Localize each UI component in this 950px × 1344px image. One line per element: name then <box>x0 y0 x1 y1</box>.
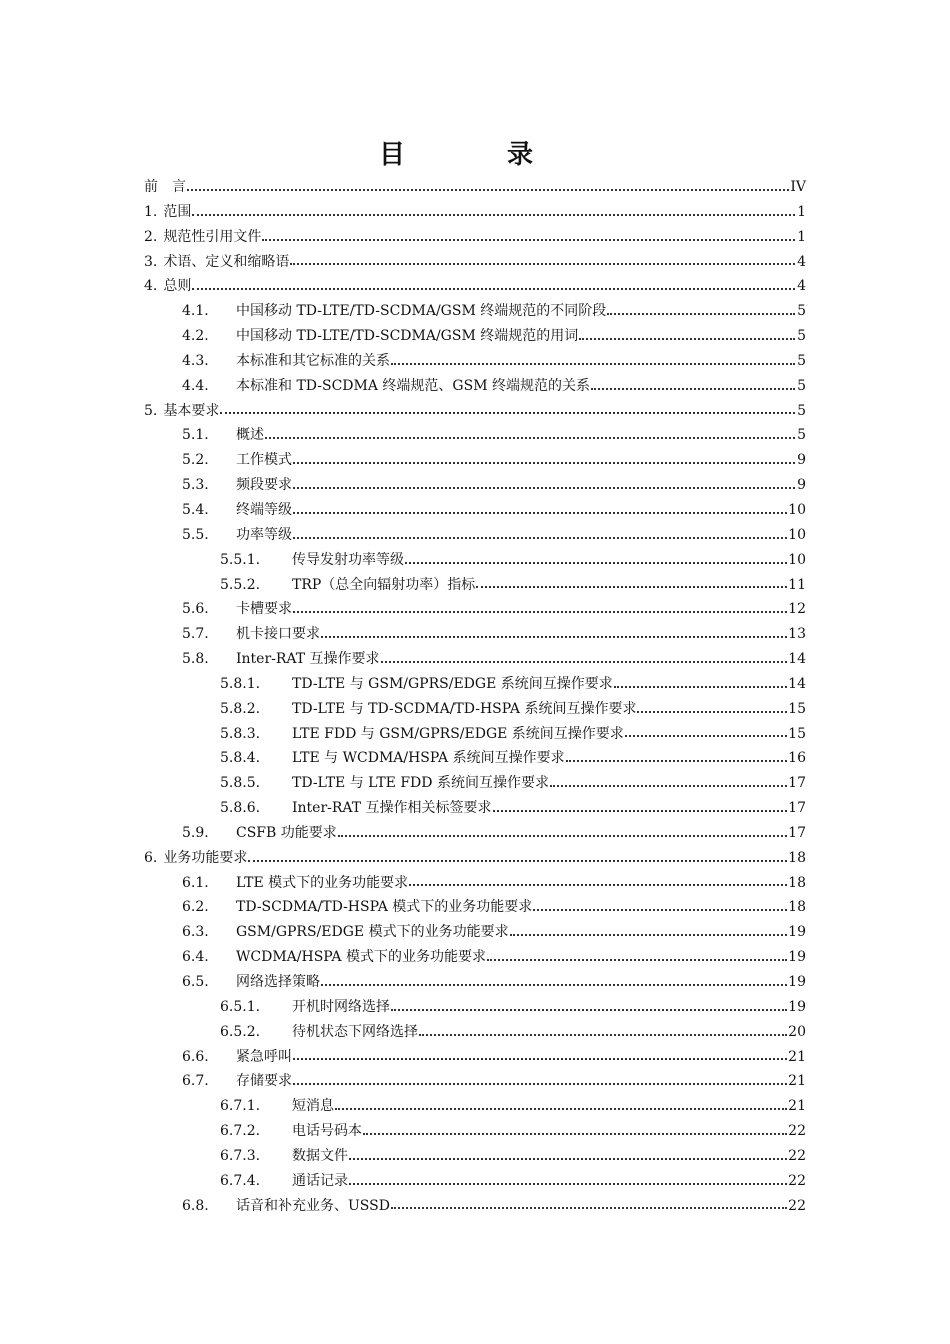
toc-entry-number: 4.3. <box>182 352 209 369</box>
toc-entry-number: 6.7. <box>182 1073 209 1090</box>
toc-entry-number: 4.4. <box>182 377 209 394</box>
toc-entry[interactable] <box>144 176 806 201</box>
toc-entry-page-number: 18 <box>788 899 806 916</box>
toc-entry[interactable] <box>144 350 806 375</box>
toc-entry-number: 1. <box>144 203 158 220</box>
toc-entry[interactable] <box>144 747 806 772</box>
toc-entry-number: 6.4. <box>182 949 209 966</box>
dot-leader <box>566 759 788 762</box>
toc-entry-page-number: 21 <box>788 1048 806 1065</box>
toc-entry[interactable] <box>144 1170 806 1195</box>
dot-leader <box>192 213 795 216</box>
toc-entry-label: 频段要求 <box>236 477 292 494</box>
dot-leader <box>579 337 795 340</box>
toc-entry-page-number: 9 <box>797 452 806 469</box>
toc-entry-number: 6.7.3. <box>220 1147 261 1164</box>
dot-leader <box>321 635 787 638</box>
toc-entry-number: 6.6. <box>182 1048 209 1065</box>
dot-leader <box>293 536 787 539</box>
toc-entry-label: 中国移动 TD-LTE/TD-SCDMA/GSM 终端规范的不同阶段 <box>236 303 607 320</box>
toc-entry-number: 6.7.4. <box>220 1172 261 1189</box>
toc-entry-page-number: 10 <box>788 551 806 568</box>
toc-entry-page-number: 18 <box>788 874 806 891</box>
toc-entry[interactable] <box>144 623 806 648</box>
toc-entry-number: 5.8.3. <box>220 725 261 742</box>
toc-entry-label: 开机时网络选择 <box>292 998 390 1015</box>
toc-entry-label: 短消息 <box>292 1098 334 1115</box>
toc-entry-number: 5.5. <box>182 526 209 543</box>
dot-leader <box>533 908 787 911</box>
toc-entry-page-number: 16 <box>788 750 806 767</box>
toc-entry-label: TD-LTE 与 GSM/GPRS/EDGE 系统间互操作要求 <box>292 675 613 692</box>
toc-entry-page-number: 1 <box>797 228 806 245</box>
toc-entry[interactable] <box>144 1021 806 1046</box>
dot-leader <box>591 387 795 390</box>
toc-title: 目 录 <box>378 140 571 170</box>
toc-entry-label: CSFB 功能要求 <box>236 824 337 841</box>
toc-entry-number: 6.5.1. <box>220 998 261 1015</box>
toc-entry-label: 总则 <box>163 278 192 295</box>
toc-entry-page-number: 14 <box>788 675 806 692</box>
toc-entry[interactable] <box>144 574 806 599</box>
toc-entry-number: 2. <box>144 228 158 245</box>
toc-entry-number: 4.2. <box>182 328 209 345</box>
toc-entry-label: 本标准和其它标准的关系 <box>236 352 390 369</box>
toc-entry-page-number: 12 <box>788 601 806 618</box>
toc-entry[interactable] <box>144 1195 806 1220</box>
toc-entry-page-number: 17 <box>788 775 806 792</box>
toc-entry-label: 中国移动 TD-LTE/TD-SCDMA/GSM 终端规范的用词 <box>236 328 579 345</box>
toc-entry-label: WCDMA/HSPA 模式下的业务功能要求 <box>236 949 486 966</box>
toc-entry-page-number: 4 <box>797 253 806 270</box>
dot-leader <box>220 411 795 414</box>
toc-entry[interactable] <box>144 1046 806 1071</box>
toc-entry-page-number: 19 <box>788 998 806 1015</box>
toc-entry-number: 5.3. <box>182 477 209 494</box>
toc-entry-label: Inter-RAT 互操作相关标签要求 <box>292 800 492 817</box>
dot-leader <box>614 685 787 688</box>
toc-entry-number: 5.4. <box>182 501 209 518</box>
toc-entry-number: 6.8. <box>182 1197 209 1214</box>
dot-leader <box>409 883 787 886</box>
dot-leader <box>487 958 787 961</box>
toc-entry-page-number: 21 <box>788 1073 806 1090</box>
toc-entry-page-number: 9 <box>797 477 806 494</box>
toc-entry-label: 概述 <box>236 427 264 444</box>
toc-entry-number: 5.6. <box>182 601 209 618</box>
toc-entry[interactable] <box>144 424 806 449</box>
toc-entry-page-number: IV <box>790 179 806 195</box>
dot-leader <box>265 436 795 439</box>
toc-entry[interactable] <box>144 1120 806 1145</box>
toc-entry-label: TD-SCDMA/TD-HSPA 模式下的业务功能要求 <box>236 899 533 916</box>
toc-entry-number: 4.1. <box>182 303 209 320</box>
toc-entry-label: 网络选择策略 <box>236 974 320 990</box>
toc-entry-label: 电话号码本 <box>292 1123 362 1140</box>
toc-entry-number: 5.5.1. <box>220 551 261 568</box>
toc-entry[interactable] <box>144 971 806 996</box>
toc-entry-page-number: 11 <box>788 576 806 593</box>
toc-entry-page-number: 22 <box>788 1197 806 1214</box>
toc-entry[interactable] <box>144 201 806 226</box>
toc-entry-page-number: 15 <box>788 700 806 717</box>
toc-entry-label: 终端等级 <box>236 501 292 518</box>
dot-leader <box>335 1107 787 1110</box>
dot-leader <box>293 511 787 514</box>
dot-leader <box>637 710 787 713</box>
toc-entry-label: 通话记录 <box>292 1172 348 1189</box>
toc-entry[interactable] <box>144 375 806 400</box>
toc-entry[interactable] <box>144 896 806 921</box>
toc-entry[interactable] <box>144 325 806 350</box>
toc-entry-number: 5. <box>144 402 158 419</box>
toc-entry-page-number: 22 <box>788 1172 806 1189</box>
toc-entry-number: 5.7. <box>182 626 209 643</box>
toc-entry-page-number: 19 <box>788 924 806 941</box>
toc-entry[interactable] <box>144 946 806 971</box>
toc-entry-number: 5.9. <box>182 824 209 841</box>
toc-entry-page-number: 5 <box>797 303 806 320</box>
toc-entry[interactable] <box>144 673 806 698</box>
toc-entry[interactable] <box>144 872 806 897</box>
toc-entry[interactable] <box>144 524 806 549</box>
toc-entry-page-number: 13 <box>788 626 806 643</box>
toc-entry[interactable] <box>144 847 806 872</box>
toc-entry-label: TD-LTE 与 TD-SCDMA/TD-HSPA 系统间互操作要求 <box>292 700 637 717</box>
dot-leader <box>607 312 795 315</box>
toc-entry[interactable] <box>144 1095 806 1120</box>
toc-entry-label: LTE 与 WCDMA/HSPA 系统间互操作要求 <box>292 750 565 767</box>
toc-entry-label: 规范性引用文件 <box>163 228 262 245</box>
toc-entry-label: 功率等级 <box>236 526 292 543</box>
toc-entry-page-number: 19 <box>788 974 806 990</box>
toc-entry-label: 业务功能要求 <box>163 849 248 866</box>
toc-entry[interactable] <box>144 921 806 946</box>
toc-entry-label: LTE FDD 与 GSM/GPRS/EDGE 系统间互操作要求 <box>292 725 624 742</box>
toc-entry-number: 6.5. <box>182 974 209 990</box>
toc-entry[interactable] <box>144 648 806 673</box>
toc-entry-page-number: 10 <box>788 501 806 518</box>
toc-entry-page-number: 5 <box>797 352 806 369</box>
toc-entry[interactable] <box>144 400 806 425</box>
toc-entry[interactable] <box>144 723 806 748</box>
toc-entry-label: 机卡接口要求 <box>236 626 320 643</box>
toc-entry-label: TD-LTE 与 LTE FDD 系统间互操作要求 <box>292 775 549 792</box>
toc-entry-label: TRP（总全向辐射功率）指标 <box>292 576 476 593</box>
toc-entry[interactable] <box>144 474 806 499</box>
dot-leader <box>293 1057 787 1060</box>
toc-entry-number: 6.7.1. <box>220 1098 261 1115</box>
toc-entry-page-number: 5 <box>797 377 806 394</box>
toc-entry-number: 5.8.4. <box>220 750 261 767</box>
toc-entry-page-number: 21 <box>788 1098 806 1115</box>
dot-leader <box>262 238 795 241</box>
toc-entry-label: Inter-RAT 互操作要求 <box>236 651 380 668</box>
toc-entry-label: 传导发射功率等级 <box>292 551 404 568</box>
toc-entry-label: LTE 模式下的业务功能要求 <box>236 874 409 891</box>
toc-entry-label: GSM/GPRS/EDGE 模式下的业务功能要求 <box>236 924 509 941</box>
toc-entry[interactable] <box>144 772 806 797</box>
toc-entry-label: 前 言 <box>144 179 186 195</box>
toc-entry-label: 紧急呼叫 <box>236 1048 292 1065</box>
toc-entry[interactable] <box>144 251 806 276</box>
toc-entry-number: 6. <box>144 849 158 866</box>
toc-entry-label: 待机状态下网络选择 <box>292 1023 418 1040</box>
toc-entry[interactable] <box>144 449 806 474</box>
toc-entry-page-number: 19 <box>788 949 806 966</box>
toc-entry-page-number: 15 <box>788 725 806 742</box>
dot-leader <box>419 1033 787 1036</box>
toc-entry-label: 工作模式 <box>236 452 292 469</box>
toc-entry-number: 6.3. <box>182 924 209 941</box>
dot-leader <box>290 262 795 265</box>
toc-entry-label: 范围 <box>163 203 192 220</box>
toc-entry-number: 5.8.2. <box>220 700 261 717</box>
dot-leader <box>349 1182 787 1185</box>
toc-entry[interactable] <box>144 300 806 325</box>
dot-leader <box>187 188 789 191</box>
toc-entry-page-number: 20 <box>788 1023 806 1040</box>
toc-entry-page-number: 1 <box>797 203 806 220</box>
toc-entry-page-number: 5 <box>797 402 806 419</box>
toc-entry-number: 5.2. <box>182 452 209 469</box>
dot-leader <box>493 809 788 812</box>
toc-entry-label: 术语、定义和缩略语 <box>163 253 290 270</box>
dot-leader <box>293 486 795 489</box>
toc-entry-number: 5.8.6. <box>220 800 261 817</box>
toc-entry-label: 基本要求 <box>163 402 220 419</box>
toc-entry-label: 卡槽要求 <box>236 601 292 618</box>
toc-entry-number: 4. <box>144 278 158 295</box>
dot-leader <box>293 1082 787 1085</box>
dot-leader <box>510 933 788 936</box>
toc-entry[interactable] <box>144 1145 806 1170</box>
toc-entry-number: 6.7.2. <box>220 1123 261 1140</box>
dot-leader <box>550 784 787 787</box>
toc-entry[interactable] <box>144 797 806 822</box>
toc-entry-number: 5.8.5. <box>220 775 261 792</box>
dot-leader <box>625 734 787 737</box>
dot-leader <box>405 561 787 564</box>
dot-leader <box>293 461 795 464</box>
toc-entry[interactable] <box>144 996 806 1021</box>
toc-entry-number: 5.8.1. <box>220 675 261 692</box>
dot-leader <box>248 859 787 862</box>
toc-entry[interactable] <box>144 226 806 251</box>
toc-entry[interactable] <box>144 598 806 623</box>
dot-leader <box>293 610 787 613</box>
toc-entry-page-number: 17 <box>788 800 806 817</box>
toc-entry-label: 话音和补充业务、USSD <box>236 1197 390 1214</box>
toc-entry-number: 5.8. <box>182 651 209 668</box>
toc-entry[interactable] <box>144 499 806 524</box>
toc-entry[interactable] <box>144 275 806 300</box>
table-of-contents <box>144 176 806 1219</box>
toc-entry-page-number: 14 <box>788 651 806 668</box>
dot-leader <box>391 1206 787 1209</box>
dot-leader <box>192 287 795 290</box>
toc-entry-page-number: 18 <box>788 849 806 866</box>
dot-leader <box>476 585 787 588</box>
toc-entry-number: 6.1. <box>182 874 209 891</box>
toc-entry-label: 本标准和 TD-SCDMA 终端规范、GSM 终端规范的关系 <box>236 377 590 394</box>
toc-entry-page-number: 5 <box>797 427 806 444</box>
dot-leader <box>381 660 788 663</box>
toc-entry[interactable] <box>144 1070 806 1095</box>
toc-entry-page-number: 22 <box>788 1123 806 1140</box>
toc-entry-number: 6.5.2. <box>220 1023 261 1040</box>
toc-entry-number: 5.1. <box>182 427 209 444</box>
toc-entry-label: 数据文件 <box>292 1147 348 1164</box>
toc-entry-number: 6.2. <box>182 899 209 916</box>
toc-entry-page-number: 17 <box>788 824 806 841</box>
toc-entry-number: 3. <box>144 253 158 270</box>
toc-entry-page-number: 10 <box>788 526 806 543</box>
toc-entry-number: 5.5.2. <box>220 576 261 593</box>
toc-entry[interactable] <box>144 698 806 723</box>
toc-entry-page-number: 5 <box>797 328 806 345</box>
dot-leader <box>363 1132 787 1135</box>
dot-leader <box>321 983 787 986</box>
toc-entry[interactable] <box>144 822 806 847</box>
toc-entry-page-number: 4 <box>797 278 806 295</box>
dot-leader <box>338 834 787 837</box>
dot-leader <box>349 1157 787 1160</box>
toc-entry[interactable] <box>144 549 806 574</box>
dot-leader <box>391 362 795 365</box>
toc-entry-page-number: 22 <box>788 1147 806 1164</box>
toc-entry-label: 存储要求 <box>236 1073 292 1090</box>
dot-leader <box>391 1008 787 1011</box>
